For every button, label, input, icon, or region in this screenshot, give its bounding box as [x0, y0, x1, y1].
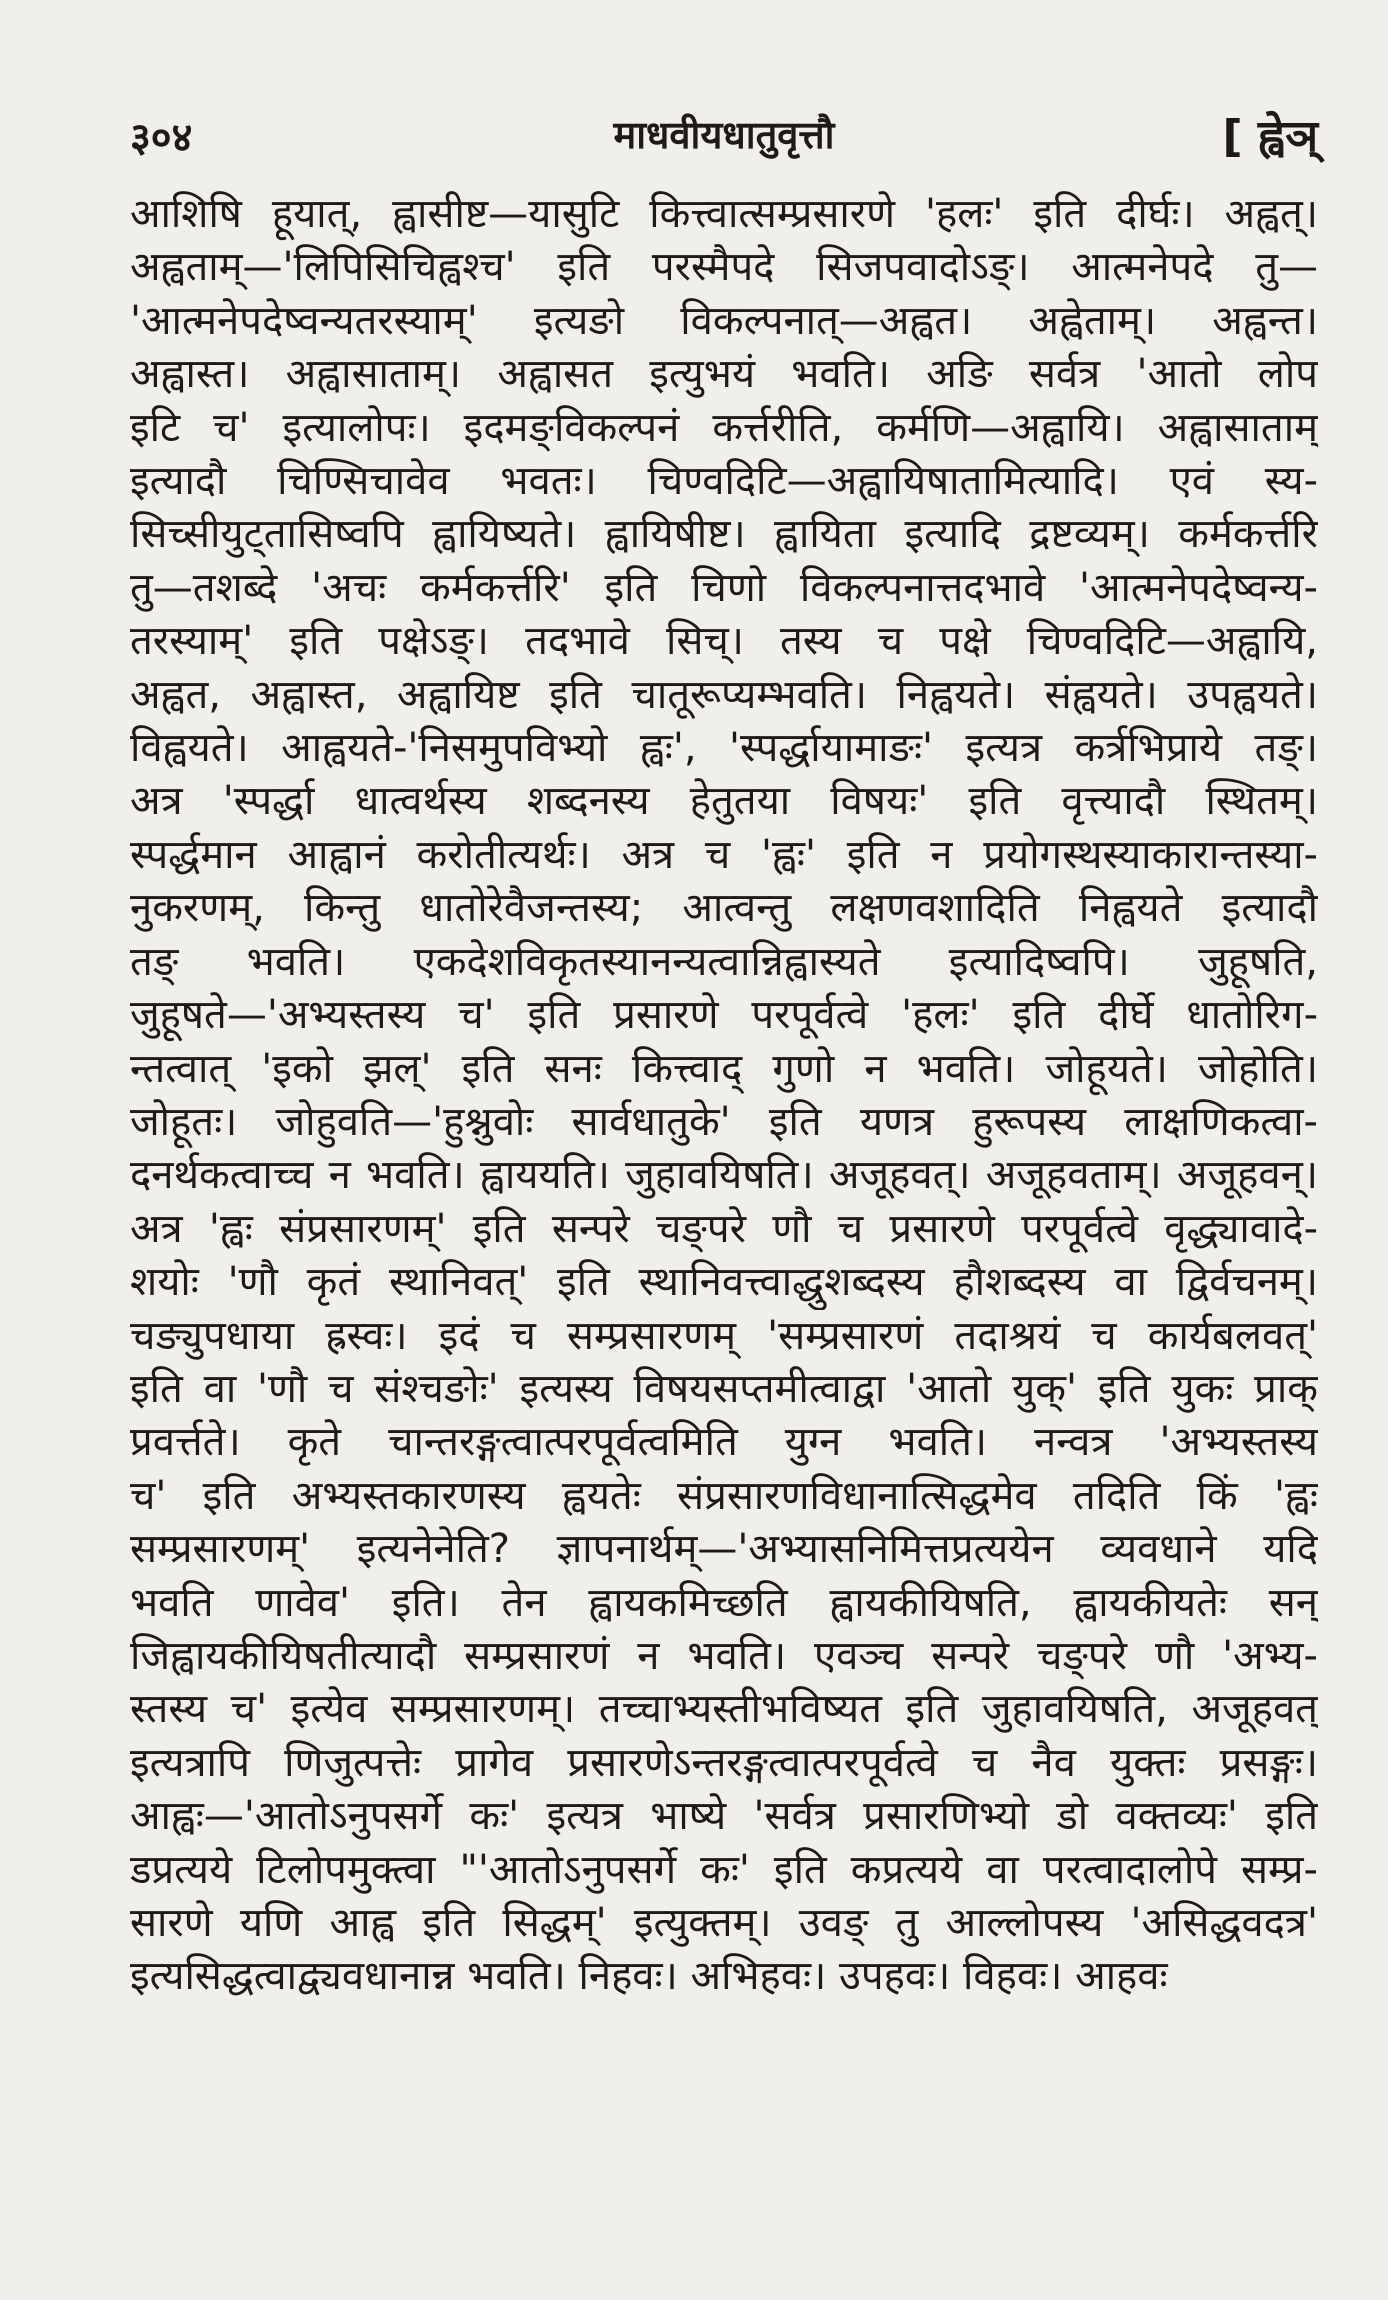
text-line: आशिषि हूयात्, ह्वासीष्ट—यासुटि कित्त्वात्सम्प्रसारणे 'हलः' इति दीर्घः। अह्वत्।	[130, 191, 1318, 237]
text-line: जोहूतः। जोहुवति—'हुश्नुवोः सार्वधातुके' इति यणत्र हुरूपस्य लाक्षणिकत्वा-	[130, 1098, 1318, 1145]
page-header	[130, 108, 1318, 172]
text-line: इत्यादौ चिण्सिचावेव भवतः। चिण्वदिटि—अह्वायिषातामित्यादि। एवं स्य-	[130, 458, 1318, 505]
text-line: अत्र 'स्पर्द्धा धात्वर्थस्य शब्दनस्य हेतुतया विषयः' इति वृत्त्यादौ स्थितम्।	[130, 778, 1318, 825]
text-line: सारणे यणि आह्व इति सिद्धम्' इत्युक्तम्। उवङ् तु आल्लोपस्य 'असिद्धवदत्र'	[130, 1900, 1318, 1946]
text-line: अत्र 'ह्वः संप्रसारणम्' इति सन्परे चङ्परे णौ च प्रसारणे परपूर्वत्वे वृद्ध्यावादे-	[130, 1205, 1318, 1252]
text-line: डप्रत्यये टिलोपमुक्त्वा "'आतोऽनुपसर्गे कः' इति कप्रत्यये वा परत्वादालोपे सम्प्र-	[130, 1846, 1318, 1893]
text-line: प्रवर्त्तते। कृते चान्तरङ्गत्वात्परपूर्वत्वमिति युग्न भवति। नन्वत्र 'अभ्यस्तस्य	[130, 1419, 1318, 1466]
body-text	[130, 188, 1318, 2004]
text-line: स्पर्द्धमान आह्वानं करोतीत्यर्थः। अत्र च 'ह्वः' इति न प्रयोगस्थस्याकारान्तस्या-	[130, 831, 1318, 878]
text-line: स्तस्य च' इत्येव सम्प्रसारणम्। तच्चाभ्यस्तीभविष्यत इति जुहावयिषति, अजूहवत्	[130, 1686, 1318, 1733]
text-line: इटि च' इत्यालोपः। इदमङ्विकल्पनं कर्त्तरीति, कर्मणि—अह्वायि। अह्वासाताम्	[130, 404, 1318, 451]
text-line: तङ् भवति। एकदेशविकृतस्यानन्यत्वान्निह्वास्यते इत्यादिष्वपि। जुहूषति,	[130, 938, 1318, 985]
text-line: विह्वयते। आह्वयते-'निसमुपविभ्यो ह्वः', 'स्पर्द्धायामाङः' इत्यत्र कर्त्रभिप्राये तङ्।	[130, 725, 1318, 772]
text-line: भवति णावेव' इति। तेन ह्वायकमिच्छति ह्वायकीयिषति, ह्वायकीयतेः सन्	[130, 1579, 1318, 1626]
text-line: तु—तशब्दे 'अचः कर्मकर्त्तरि' इति चिणो विकल्पनात्तदभावे 'आत्मनेपदेष्वन्य-	[130, 564, 1318, 611]
text-line: अह्वताम्—'लिपिसिचिह्वश्च' इति परस्मैपदे सिजपवादोऽङ्। आत्मनेपदे तु—	[130, 244, 1318, 291]
text-line: सम्प्रसारणम्' इत्यनेनेति? ज्ञापनार्थम्—'अभ्यासनिमित्तप्रत्ययेन व्यवधाने यदि	[130, 1526, 1318, 1573]
text-line: तरस्याम्' इति पक्षेऽङ्। तदभावे सिच्। तस्य च पक्षे चिण्वदिटि—अह्वायि,	[130, 618, 1318, 665]
text-line: इत्यसिद्धत्वाद्व्यवधानान्न भवति। निहवः। अभिहवः। उपहवः। विहवः। आहवः	[130, 1953, 1168, 2000]
text-line: न्तत्वात् 'इको झल्' इति सनः कित्त्वाद् गुणो न भवति। जोहूयते। जोहोति।	[130, 1045, 1318, 1092]
text-line: दनर्थकत्वाच्च न भवति। ह्वाययति। जुहावयिषति। अजूहवत्। अजूहवताम्। अजूहवन्।	[130, 1152, 1318, 1199]
text-line: आह्वः—'आतोऽनुपसर्गे कः' इत्यत्र भाष्ये 'सर्वत्र प्रसारणिभ्यो डो वक्तव्यः' इति	[130, 1793, 1318, 1840]
text-line: नुकरणम्, किन्तु धातोरेवैजन्तस्य; आत्वन्तु लक्षणवशादिति निह्वयते इत्यादौ	[130, 885, 1318, 932]
text-line: इत्यत्रापि णिजुत्पत्तेः प्रागेव प्रसारणेऽन्तरङ्गत्वात्परपूर्वत्वे च नैव युक्तः प्रसङ्गः।	[130, 1739, 1318, 1786]
section-mark: [ ह्वेञ्	[1222, 111, 1318, 162]
text-line: सिच्सीयुट्तासिष्वपि ह्वायिष्यते। ह्वायिषीष्ट। ह्वायिता इत्यादि द्रष्टव्यम्। कर्मकर्त्तरि	[130, 511, 1318, 558]
text-line: 'आत्मनेपदेष्वन्यतरस्याम्' इत्यङो विकल्पनात्—अह्वत। अह्वेताम्। अह्वन्त।	[130, 297, 1318, 344]
text-line: जिह्वायकीयिषतीत्यादौ सम्प्रसारणं न भवति। एवञ्च सन्परे चङ्परे णौ 'अभ्य-	[130, 1632, 1318, 1679]
text-line: च' इति अभ्यस्तकारणस्य ह्वयतेः संप्रसारणविधानात्सिद्धमेव तदिति किं 'ह्वः	[130, 1472, 1318, 1519]
text-line: जुहूषते—'अभ्यस्तस्य च' इति प्रसारणे परपूर्वत्वे 'हलः' इति दीर्घे धातोरिग-	[130, 992, 1318, 1039]
text-line: चङ्युपधाया ह्रस्वः। इदं च सम्प्रसारणम् 'सम्प्रसारणं तदाश्रयं च कार्यबलवत्'	[130, 1312, 1318, 1359]
text-line: शयोः 'णौ कृतं स्थानिवत्' इति स्थानिवत्त्वाद्धुशब्दस्य हौशब्दस्य वा द्विर्वचनम्।	[130, 1259, 1318, 1306]
text-line: अह्वास्त। अह्वासाताम्। अह्वासत इत्युभयं भवति। अङि सर्वत्र 'आतो लोप	[130, 351, 1318, 398]
page-number: ३०४	[130, 115, 193, 161]
text-line: अह्वत, अह्वास्त, अह्वायिष्ट इति चातूरूप्यम्भवति। निह्वयते। संह्वयते। उपह्वयते।	[130, 671, 1318, 718]
text-line: इति वा 'णौ च संश्चङोः' इत्यस्य विषयसप्तमीत्वाद्वा 'आतो युक्' इति युकः प्राक्	[130, 1365, 1318, 1412]
running-title: माधवीयधातुवृत्तौ	[613, 113, 835, 157]
